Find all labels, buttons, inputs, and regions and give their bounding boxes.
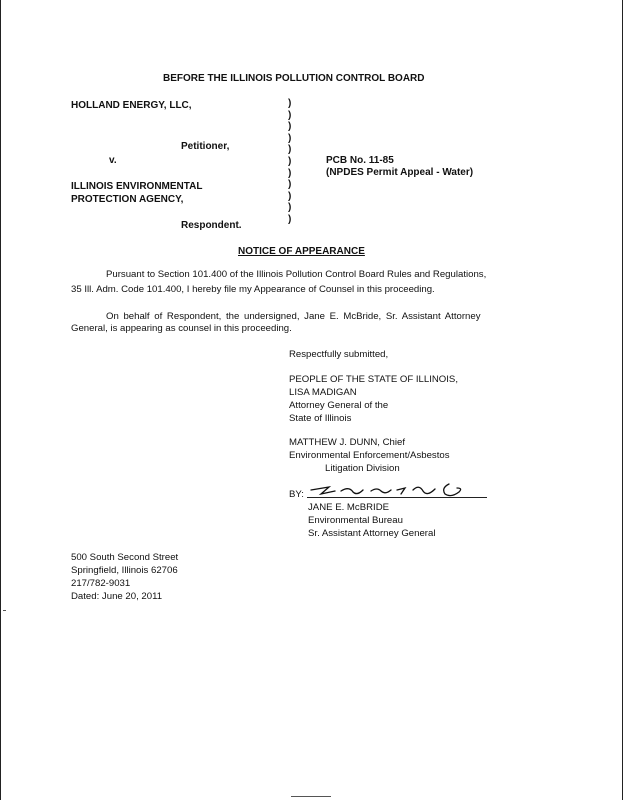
paragraph-1-line-1: Pursuant to Section 101.400 of the Illinois Pollution Control Board Rules and Regulations, — [106, 269, 487, 280]
handwritten-signature — [301, 478, 491, 502]
respondent-role: Respondent. — [181, 220, 242, 231]
margin-mark — [3, 610, 6, 611]
case-type: (NPDES Permit Appeal - Water) — [326, 167, 474, 178]
petitioner-name: HOLLAND ENERGY, LLC, — [71, 100, 192, 111]
board-heading: BEFORE THE ILLINOIS POLLUTION CONTROL BOARD — [163, 73, 425, 84]
chief-division-line1: Environmental Enforcement/Asbestos — [289, 450, 450, 461]
address-line1: 500 South Second Street — [71, 552, 179, 563]
address-line2: Springfield, Illinois 62706 — [71, 565, 178, 576]
signer-name: JANE E. McBRIDE — [308, 502, 390, 513]
dated-line: Dated: June 20, 2011 — [71, 591, 163, 602]
caption-parens: ) ) ) ) ) ) ) ) ) ) ) — [288, 98, 292, 225]
chief-division-line2: Litigation Division — [325, 463, 400, 474]
ag-title-line1: Attorney General of the — [289, 400, 389, 411]
notice-title: NOTICE OF APPEARANCE — [238, 246, 365, 257]
by-label: BY: — [289, 489, 304, 500]
versus-label: v. — [109, 155, 117, 166]
chief-name: MATTHEW J. DUNN, Chief — [289, 437, 406, 448]
respondent-name-line1: ILLINOIS ENVIRONMENTAL — [71, 181, 203, 192]
signer-bureau: Environmental Bureau — [308, 515, 403, 526]
people-line: PEOPLE OF THE STATE OF ILLINOIS, — [289, 374, 458, 385]
address-phone: 217/782-9031 — [71, 578, 131, 589]
petitioner-role: Petitioner, — [181, 141, 230, 152]
paragraph-2-line-2: General, is appearing as counsel in this proceeding. — [71, 323, 292, 334]
ag-title-line2: State of Illinois — [289, 413, 352, 424]
signature-line — [307, 497, 487, 498]
case-number: PCB No. 11-85 — [326, 155, 394, 166]
paragraph-1-line-2: 35 Ill. Adm. Code 101.400, I hereby file my Appearance of Counsel in this proceeding. — [71, 284, 435, 295]
respondent-name-line2: PROTECTION AGENCY, — [71, 194, 184, 205]
closing-line: Respectfully submitted, — [289, 349, 389, 360]
ag-name: LISA MADIGAN — [289, 387, 357, 398]
signer-title: Sr. Assistant Attorney General — [308, 528, 436, 539]
paragraph-2-line-1: On behalf of Respondent, the undersigned, Jane E. McBride, Sr. Assistant Attorney — [106, 311, 481, 322]
page-bottom-mark — [291, 796, 331, 797]
